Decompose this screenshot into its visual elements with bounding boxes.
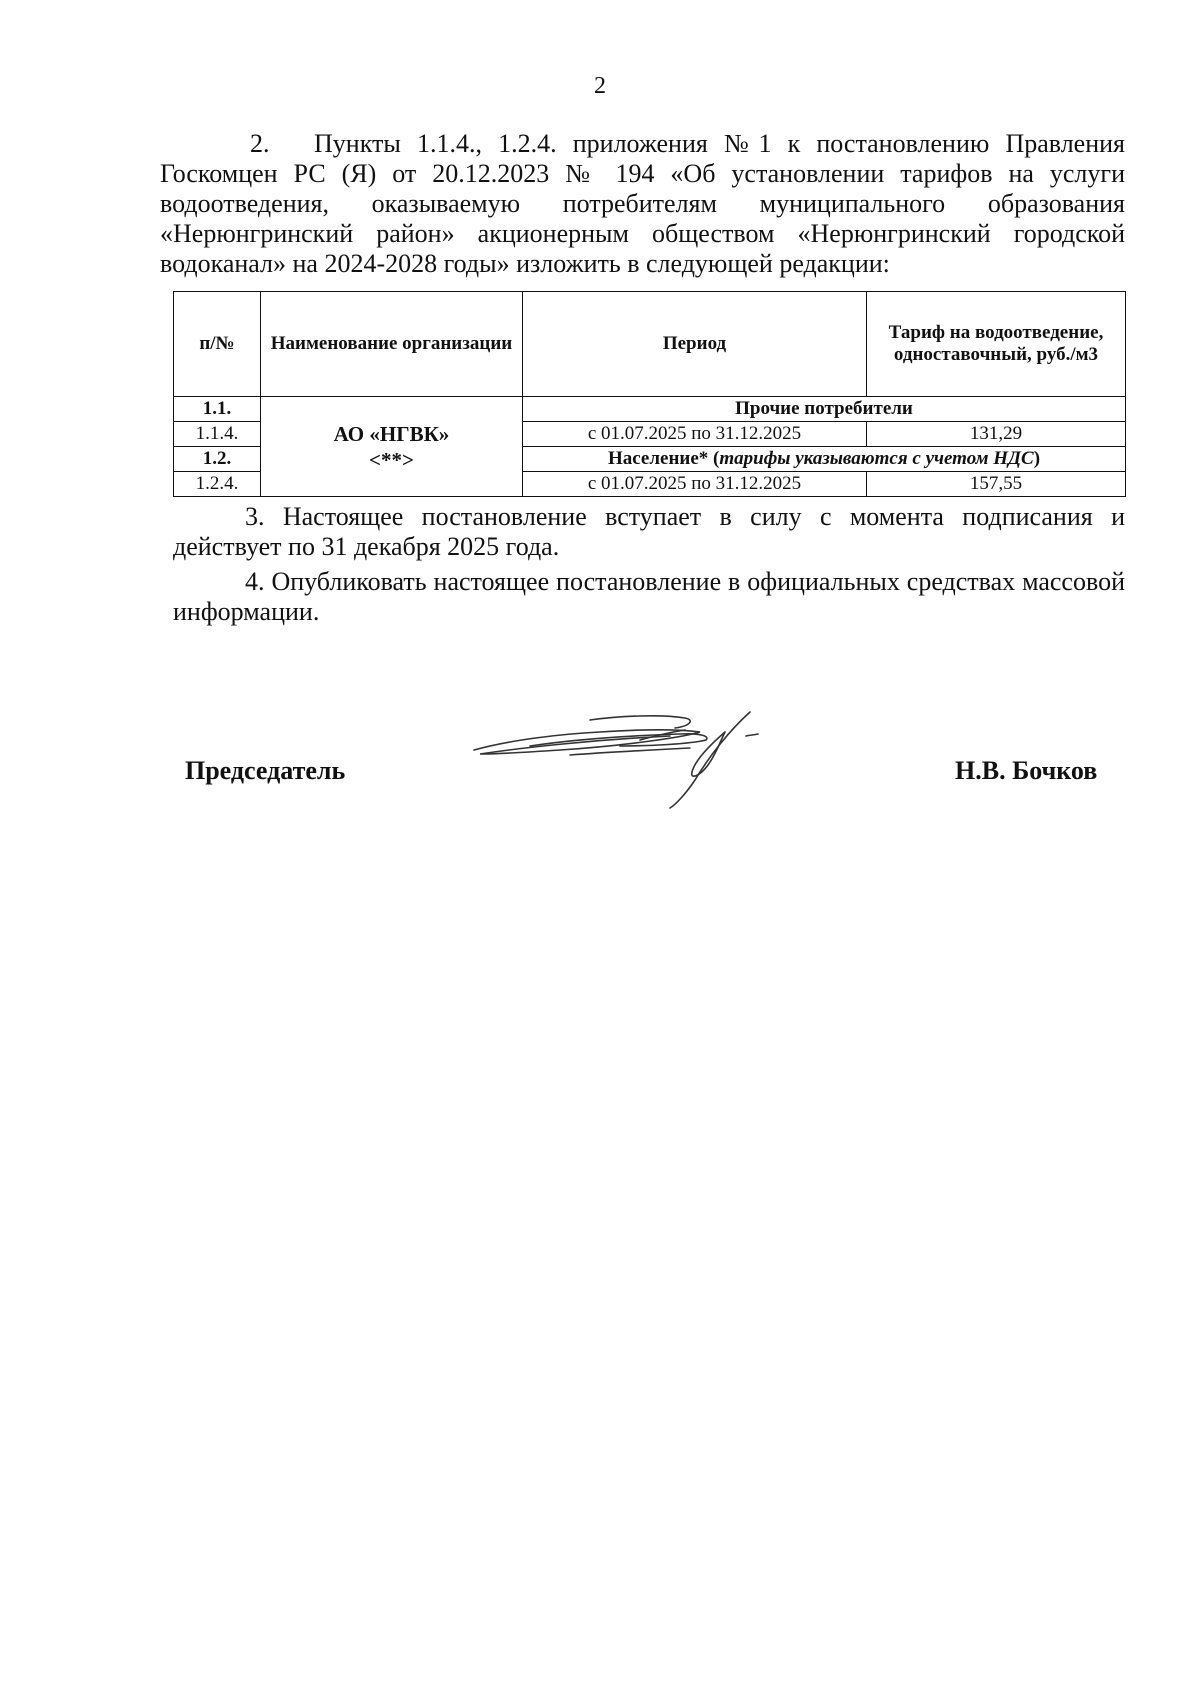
row-num: 1.2. [174,447,261,472]
chairman-name: Н.В. Бочков [955,756,1098,785]
signature-block [0,720,1200,820]
paragraph-2 [160,129,1125,279]
organization-note: <**> [369,447,414,472]
row-num: 1.1. [174,397,261,422]
paragraph-2-number: 2. [250,129,270,158]
row-period: с 01.07.2025 по 31.12.2025 [523,422,867,447]
header-organization: Наименование организации [261,292,523,397]
paragraph-2-text: Пункты 1.1.4., 1.2.4. приложения №1 к постановлению Правления Госкомцен РС (Я) от 20.12.2023 № 194 «Об установлении тарифов на услуги водоотведения, оказываемую потребителям муниципального образования «Нерюнгринский район» акционерным обществом «Нерюнгринский городской водоканал» на 2024-2028 годы» изложить в следующей редакции: [160,129,1125,278]
group-label [523,447,1126,472]
chairman-title: Председатель [185,756,346,785]
row-period: с 01.07.2025 по 31.12.2025 [523,472,867,497]
row-tariff: 157,55 [867,472,1126,497]
table-row [174,397,1126,422]
paragraph-3: 3. Настоящее постановление вступает в силу с момента подписания и действует по 31 декабря 2025 года. [173,502,1125,561]
paragraph-4: 4. Опубликовать настоящее постановление в официальных средствах массовой информации. [173,567,1125,626]
organization-cell [261,397,523,497]
header-tariff: Тариф на водоотведение, одноставочный, руб./м3 [867,292,1126,397]
group-label-main: Население* ( [607,448,720,469]
header-period: Период [523,292,867,397]
table-header-row [174,292,1126,397]
group-label-end: ) [1033,448,1041,469]
header-num: п/№ [174,292,261,397]
row-num: 1.2.4. [174,472,261,497]
handwritten-signature [470,710,790,810]
tariff-table [173,291,1126,497]
group-label: Прочие потребители [523,397,1126,422]
row-num: 1.1.4. [174,422,261,447]
group-label-italic: тарифы указываются с учетом НДС [719,448,1034,469]
row-tariff: 131,29 [867,422,1126,447]
page-number: 2 [594,73,606,99]
organization-name: АО «НГВК» [333,421,450,446]
